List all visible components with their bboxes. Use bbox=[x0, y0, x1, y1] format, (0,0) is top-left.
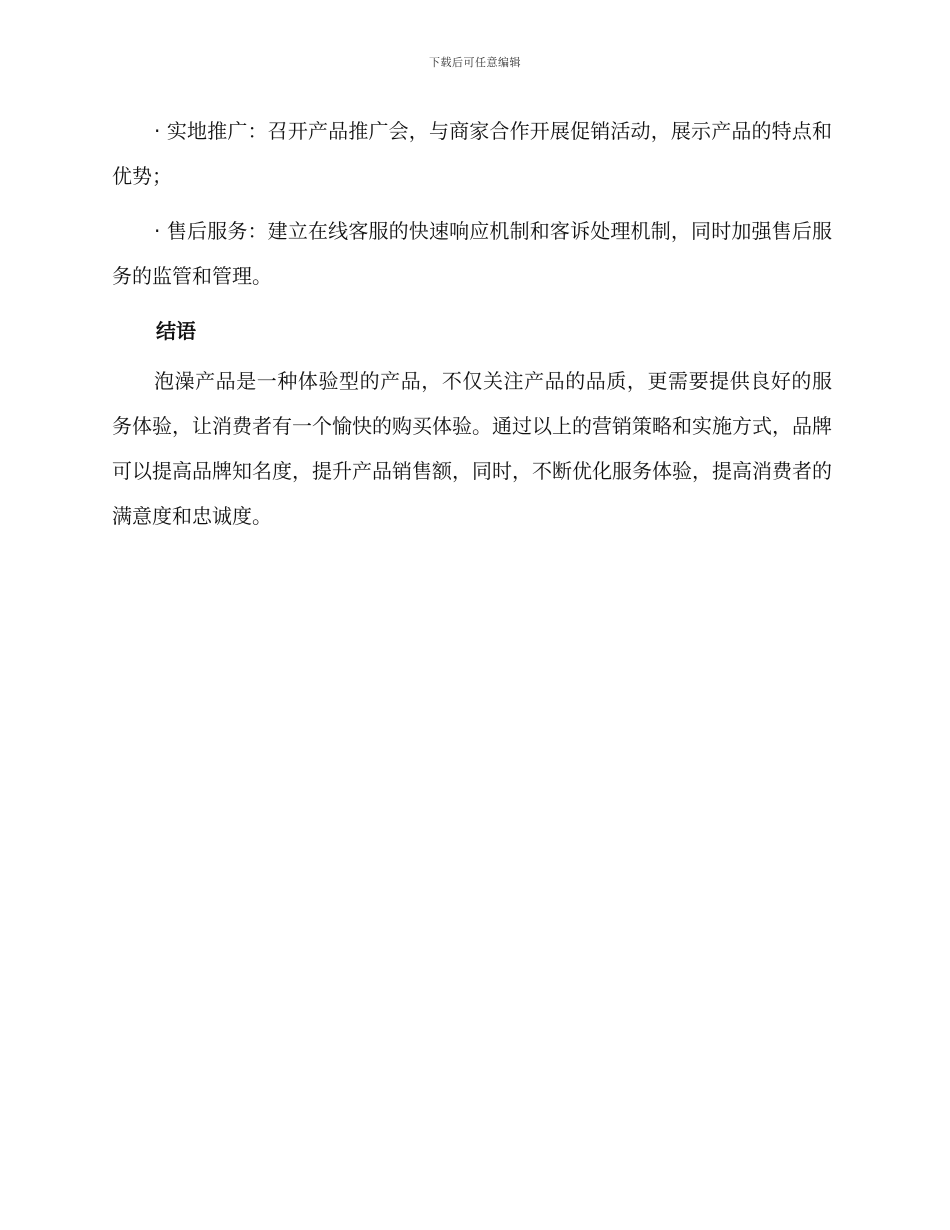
conclusion-paragraph: 泡澡产品是一种体验型的产品，不仅关注产品的品质，更需要提供良好的服务体验，让消费者有一个愉快的购买体验。通过以上的营销策略和实施方式，品牌可以提高品牌知名度，提升产品销售额，同时，不断优化服务体验，提高消费者的满意度和忠诚度。 bbox=[112, 369, 832, 528]
section-heading-conclusion: 结语 bbox=[156, 319, 196, 343]
bullet-after-sales-service: · 售后服务：建立在线客服的快速响应机制和客诉处理机制，同时加强售后服务的监管和管理。 bbox=[112, 219, 832, 288]
page-header-note: 下载后可任意编辑 bbox=[429, 56, 521, 69]
document-body bbox=[112, 109, 832, 549]
bullet-onsite-promotion: · 实地推广：召开产品推广会，与商家合作开展促销活动，展示产品的特点和优势； bbox=[112, 119, 832, 188]
